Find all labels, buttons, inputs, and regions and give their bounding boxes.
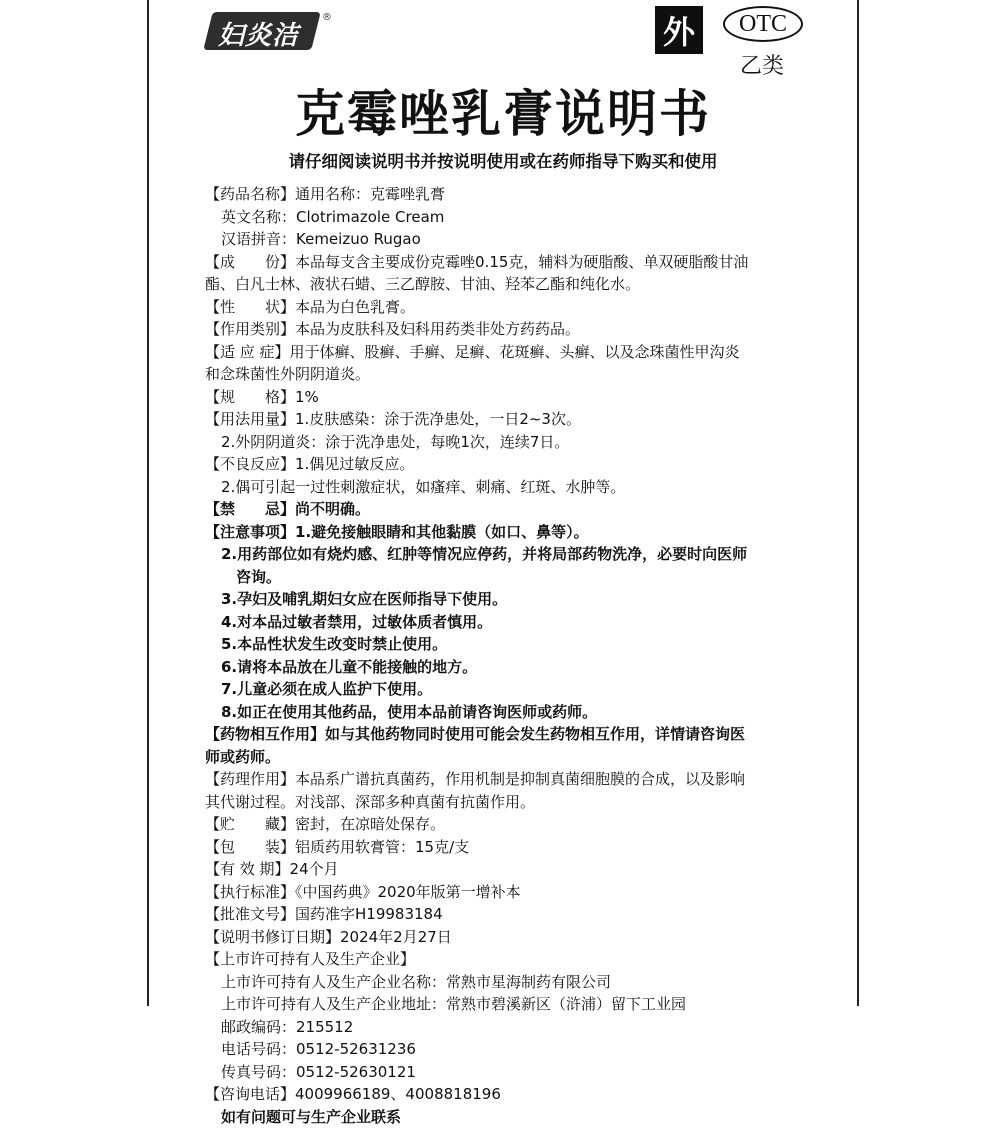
leaflet-line: 【作用类别】本品为皮肤科及妇科用药类非处方药药品。 (205, 318, 805, 341)
leaflet-line: 4.对本品过敏者禁用，过敏体质者慎用。 (205, 611, 805, 634)
leaflet-line: 咨询。 (205, 566, 805, 589)
leaflet-line: 【禁 忌】尚不明确。 (205, 498, 805, 521)
leaflet-line: 【不良反应】1.偶见过敏反应。 (205, 453, 805, 476)
leaflet-line: 【贮 藏】密封，在凉暗处保存。 (205, 813, 805, 836)
leaflet-line: 7.儿童必须在成人监护下使用。 (205, 678, 805, 701)
document-title: 克霉唑乳膏说明书 (0, 74, 1006, 146)
leaflet-line: 英文名称：Clotrimazole Cream (205, 206, 805, 229)
leaflet-line: 师或药师。 (205, 746, 805, 769)
leaflet-line: 2.偶可引起一过性刺激症状，如瘙痒、刺痛、红斑、水肿等。 (205, 476, 805, 499)
leaflet-line: 传真号码：0512-52630121 (205, 1061, 805, 1084)
leaflet-line: 【药理作用】本品系广谱抗真菌药，作用机制是抑制真菌细胞膜的合成，以及影响 (205, 768, 805, 791)
leaflet-line: 上市许可持有人及生产企业地址：常熟市碧溪新区（浒浦）留下工业园 (205, 993, 805, 1016)
leaflet-line: 8.如正在使用其他药品，使用本品前请咨询医师或药师。 (205, 701, 805, 724)
leaflet-line: 【药品名称】通用名称：克霉唑乳膏 (205, 183, 805, 206)
leaflet-line: 【执行标准】《中国药典》2020年版第一增补本 (205, 881, 805, 904)
leaflet-line: 邮政编码：215512 (205, 1016, 805, 1039)
leaflet-line: 【性 状】本品为白色乳膏。 (205, 296, 805, 319)
leaflet-line: 【注意事项】1.避免接触眼睛和其他黏膜（如口、鼻等）。 (205, 521, 805, 544)
leaflet-line: 6.请将本品放在儿童不能接触的地方。 (205, 656, 805, 679)
registered-mark: ® (322, 12, 332, 23)
leaflet-line: 【规 格】1% (205, 386, 805, 409)
leaflet-line: 【适 应 症】用于体癣、股癣、手癣、足癣、花斑癣、头癣、以及念珠菌性甲沟炎 (205, 341, 805, 364)
leaflet-body (205, 183, 805, 1128)
leaflet-line: 和念珠菌性外阴阴道炎。 (205, 363, 805, 386)
leaflet-line: 【咨询电话】4009966189、4008818196 (205, 1083, 805, 1106)
leaflet-line: 【成 份】本品每支含主要成份克霉唑0.15克，辅料为硬脂酸、单双硬脂酸甘油 (205, 251, 805, 274)
leaflet-line: 【批准文号】国药准字H19983184 (205, 903, 805, 926)
document-subtitle: 请仔细阅读说明书并按说明使用或在药师指导下购买和使用 (0, 148, 1006, 172)
otc-class-label: 乙类 (740, 49, 784, 80)
leaflet-line: 【药物相互作用】如与其他药物同时使用可能会发生药物相互作用，详情请咨询医 (205, 723, 805, 746)
leaflet-line: 其代谢过程。对浅部、深部多种真菌有抗菌作用。 (205, 791, 805, 814)
leaflet-line: 2.外阴阴道炎：涂于洗净患处，每晚1次，连续7日。 (205, 431, 805, 454)
leaflet-line: 如有问题可与生产企业联系 (205, 1106, 805, 1128)
leaflet-line: 【用法用量】1.皮肤感染：涂于洗净患处，一日2~3次。 (205, 408, 805, 431)
leaflet-line: 3.孕妇及哺乳期妇女应在医师指导下使用。 (205, 588, 805, 611)
leaflet-line: 【上市许可持有人及生产企业】 (205, 948, 805, 971)
leaflet-line: 【包 装】铝质药用软膏管：15克/支 (205, 836, 805, 859)
leaflet-line: 电话号码：0512-52631236 (205, 1038, 805, 1061)
otc-badge: OTC (723, 6, 803, 42)
leaflet-line: 2.用药部位如有烧灼感、红肿等情况应停药，并将局部药物洗净，必要时向医师 (205, 543, 805, 566)
leaflet-line: 【说明书修订日期】2024年2月27日 (205, 926, 805, 949)
leaflet-line: 5.本品性状发生改变时禁止使用。 (205, 633, 805, 656)
external-use-badge: 外 (655, 6, 703, 54)
leaflet-line: 汉语拼音：Kemeizuo Rugao (205, 228, 805, 251)
brand-logo (208, 12, 320, 52)
leaflet-line: 上市许可持有人及生产企业名称：常熟市星海制药有限公司 (205, 971, 805, 994)
brand-logo-text: 妇炎洁 (218, 15, 299, 52)
leaflet-line: 酯、白凡士林、液状石蜡、三乙醇胺、甘油、羟苯乙酯和纯化水。 (205, 273, 805, 296)
leaflet-line: 【有 效 期】24个月 (205, 858, 805, 881)
